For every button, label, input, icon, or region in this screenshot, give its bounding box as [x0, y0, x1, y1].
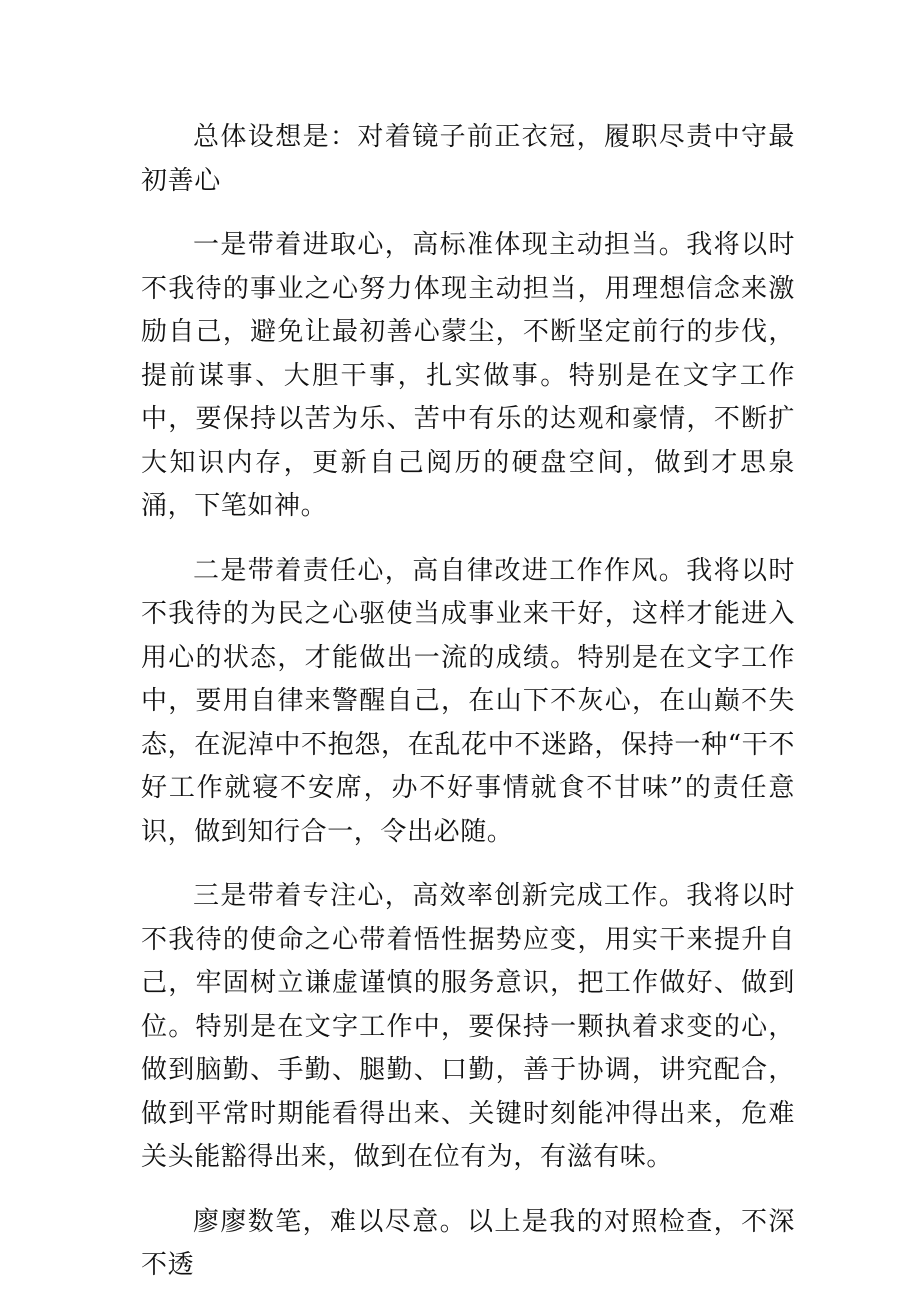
paragraph-overall-idea: 总体设想是：对着镜子前正衣冠，履职尽责中守最初善心 [141, 122, 795, 196]
paragraph-point-two: 二是带着责任心，高自律改进工作作风。我将以时不我待的为民之心驱使当成事业来干好，这样才能进入用心的状态，才能做出一流的成绩。特别是在文字工作中，要用自律来警醒自己，在山下不灰心，在山巅不失态，在泥淖中不抱怨，在乱花中不迷路，保持一种“干不好工作就寝不安席，办不好事情就食不甘味”的责任意识，做到知行合一，令出必随。 [141, 555, 795, 847]
document-body [141, 116, 795, 1309]
paragraph-point-three: 三是带着专注心，高效率创新完成工作。我将以时不我待的使命之心带着悟性据势应变，用实干来提升自己，牢固树立谦虚谨慎的服务意识，把工作做好、做到位。特别是在文字工作中，要保持一颗执着求变的心，做到脑勤、手勤、腿勤、口勤，善于协调，讲究配合，做到平常时期能看得出来、关键时刻能冲得出来，危难关头能豁得出来，做到在位有为，有滋有味。 [141, 881, 795, 1172]
paragraph-point-one: 一是带着进取心，高标准体现主动担当。我将以时不我待的事业之心努力体现主动担当，用理想信念来激励自己，避免让最初善心蒙尘，不断坚定前行的步伐，提前谋事、大胆干事，扎实做事。特别是在文字工作中，要保持以苦为乐、苦中有乐的达观和豪情，不断扩大知识内存，更新自己阅历的硬盘空间，做到才思泉涌，下笔如神。 [141, 230, 795, 521]
paragraph-closing: 廖廖数笔，难以尽意。以上是我的对照检查，不深不透 [141, 1206, 795, 1280]
